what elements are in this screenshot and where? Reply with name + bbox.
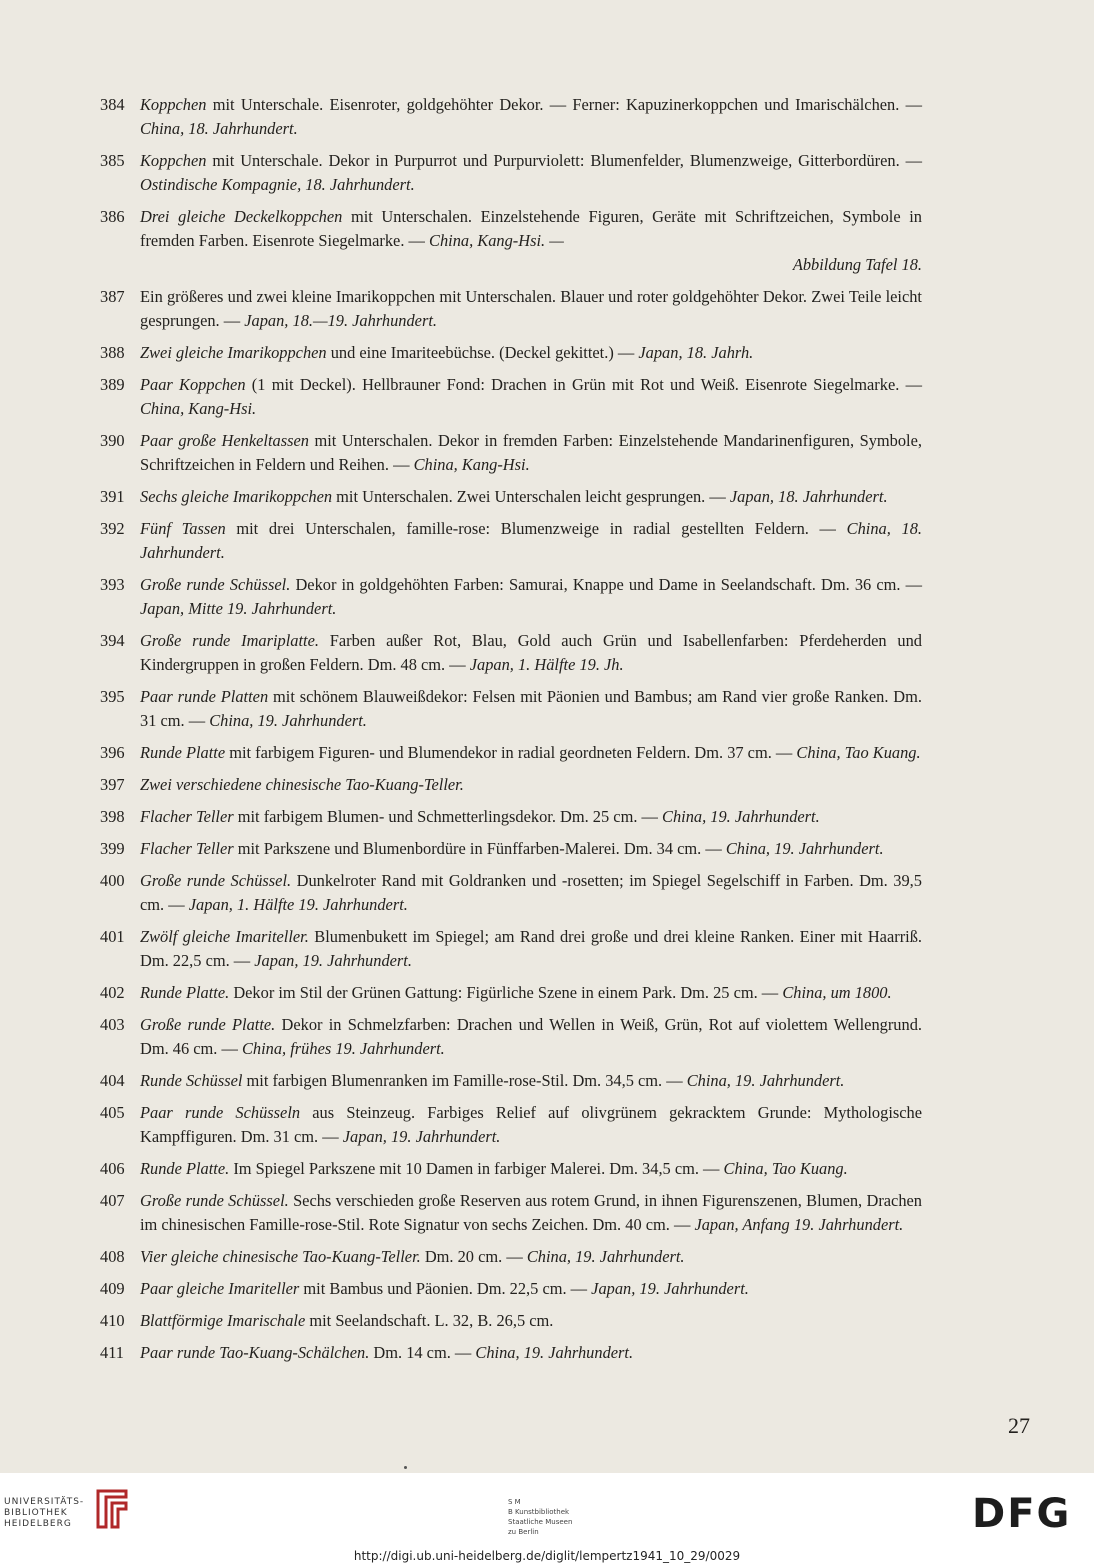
entry-description: aus Steinzeug. Farbiges Relief auf olivgrünem gekracktem Grunde: Mythologische Kampffiguren. Dm. 31 cm. — (140, 1103, 922, 1146)
catalog-entry (100, 629, 922, 677)
entry-title: Große runde Schüssel. (140, 575, 291, 594)
catalog-entry (100, 1309, 922, 1333)
entry-title: Sechs gleiche Imarikoppchen (140, 487, 333, 506)
entry-title: Fünf Tassen (140, 519, 226, 538)
entry-number: 399 (100, 839, 125, 858)
catalog-entry (100, 1013, 922, 1061)
catalog-entry (100, 341, 922, 365)
sm-line-2: B Kunstbibliothek (508, 1508, 570, 1516)
entry-description: Dunkelroter Rand mit Goldranken und -rosetten; im Spiegel Segelschiff in Farben. Dm. 39,5 cm. — (140, 871, 922, 914)
catalog-entry (100, 1277, 922, 1301)
entry-title: Runde Platte (140, 743, 226, 762)
catalog-entry (100, 981, 922, 1005)
entry-origin: China, Tao Kuang. (723, 1159, 848, 1178)
entry-number: 389 (100, 375, 125, 394)
entry-description: mit drei Unterschalen, famille-rose: Blumenzweige in radial gestellten Feldern. — (225, 519, 847, 538)
entry-number: 404 (100, 1071, 125, 1090)
sm-line-4: zu Berlin (508, 1528, 539, 1536)
entry-description: (1 mit Deckel). Hellbrauner Fond: Drachen in Grün mit Rot und Weiß. Eisenrote Siegelmarke. — (245, 375, 922, 394)
entry-title: Große runde Schüssel. (140, 1191, 289, 1210)
entry-origin: China, 19. Jahrhundert. (526, 1247, 685, 1266)
entry-origin: China, Kang-Hsi. (140, 399, 257, 418)
catalog-entry (100, 837, 922, 861)
entry-origin: Ostindische Kompagnie, 18. Jahrhundert. (140, 175, 415, 194)
entry-title: Zwei gleiche Imarikoppchen (140, 343, 327, 362)
entry-description: mit Bambus und Päonien. Dm. 22,5 cm. — (299, 1279, 592, 1298)
entry-number: 409 (100, 1279, 125, 1298)
entry-number: 384 (100, 95, 125, 114)
entry-title: Paar große Henkeltassen (140, 431, 309, 450)
entry-origin: Japan, 19. Jahrhundert. (591, 1279, 749, 1298)
entry-title: Paar runde Tao-Kuang-Schälchen. (140, 1343, 370, 1362)
uni-line-3: HEIDELBERG (4, 1519, 72, 1529)
entry-origin: China, um 1800. (782, 983, 892, 1002)
dfg-logo: DFG (972, 1491, 1072, 1537)
catalog-entry (100, 373, 922, 421)
entry-origin: Japan, 18. Jahrh. (638, 343, 754, 362)
entry-origin: Japan, Anfang 19. Jahrhundert. (694, 1215, 904, 1234)
entry-title: Flacher Teller (140, 807, 234, 826)
entry-origin: China, 19. Jahrhundert. (725, 839, 884, 858)
entry-number: 396 (100, 743, 125, 762)
entry-number: 406 (100, 1159, 125, 1178)
entry-title: Zwölf gleiche Imariteller. (140, 927, 309, 946)
entry-number: 403 (100, 1015, 125, 1034)
catalog-entry (100, 805, 922, 829)
decorative-dot (404, 1466, 407, 1469)
entry-description: Ein größeres und zwei kleine Imarikoppchen mit Unterschalen. Blauer und roter goldgehöhter Dekor. Zwei Teile leicht gesprungen. — (140, 287, 922, 330)
entry-title: Zwei verschiedene chinesische Tao-Kuang-Teller. (140, 775, 464, 794)
entry-title: Paar runde Platten (140, 687, 269, 706)
uni-line-1: UNIVERSITÄTS- (4, 1497, 85, 1507)
catalog-entry (100, 925, 922, 973)
entry-description: Dekor im Stil der Grünen Gattung: Figürliche Szene in einem Park. Dm. 25 cm. — (229, 983, 783, 1002)
entry-title: Große runde Schüssel. (140, 871, 292, 890)
entry-description: mit farbigem Blumen- und Schmetterlingsdekor. Dm. 25 cm. — (233, 807, 663, 826)
entry-title: Vier gleiche chinesische Tao-Kuang-Teller. (140, 1247, 421, 1266)
entry-number: 397 (100, 775, 125, 794)
entry-origin: Japan, 1. Hälfte 19. Jh. (469, 655, 624, 674)
catalog-entry (100, 1245, 922, 1269)
entry-origin: China, 19. Jahrhundert. (686, 1071, 845, 1090)
entry-description: Farben außer Rot, Blau, Gold auch Grün und Isabellenfarben: Pferdeherden und Kindergruppen in großen Feldern. Dm. 48 cm. — (140, 631, 923, 674)
entry-number: 385 (100, 151, 125, 170)
page-number: 27 (1008, 1413, 1030, 1438)
catalog-entry (100, 429, 922, 477)
entry-description: mit Unterschalen. Einzelstehende Figuren, Geräte mit Schriftzeichen, Symbole in fremden Farben. Eisenrote Siegelmarke. — (140, 207, 922, 250)
entry-description: mit farbigem Figuren- und Blumendekor in radial geordneten Feldern. Dm. 37 cm. — (225, 743, 797, 762)
entry-description: mit farbigen Blumenranken im Famille-rose-Stil. Dm. 34,5 cm. — (242, 1071, 687, 1090)
entry-number: 388 (100, 343, 125, 362)
entry-origin: Japan, 19. Jahrhundert. (254, 951, 412, 970)
source-url-link[interactable]: http://digi.ub.uni-heidelberg.de/diglit/lempertz1941_10_29/0029 (353, 1549, 741, 1563)
entry-origin: Japan, 18. Jahrhundert. (729, 487, 888, 506)
entry-title: Koppchen (140, 95, 207, 114)
entry-description: mit Unterschale. Eisenroter, goldgehöhter Dekor. — Ferner: Kapuzinerkoppchen und Imarischälchen. — (206, 95, 922, 114)
entry-title: Paar Koppchen (140, 375, 246, 394)
entry-origin: Japan, 1. Hälfte 19. Jahrhundert. (188, 895, 408, 914)
catalog-entry (100, 573, 922, 621)
catalog-entry (100, 869, 922, 917)
catalog-entry (100, 1157, 922, 1181)
entry-number: 407 (100, 1191, 125, 1210)
entry-number: 393 (100, 575, 125, 594)
entry-description: Dm. 14 cm. — (369, 1343, 476, 1362)
entry-title: Drei gleiche Deckelkoppchen (140, 207, 343, 226)
entry-number: 395 (100, 687, 125, 706)
catalog-entry (100, 1101, 922, 1149)
entry-origin: China, Kang-Hsi. (413, 455, 530, 474)
catalog-entry (100, 1069, 922, 1093)
footer (0, 1473, 1094, 1567)
entry-number: 410 (100, 1311, 125, 1330)
entry-title: Große runde Platte. (140, 1015, 276, 1034)
entry-description: Blumenbukett im Spiegel; am Rand drei große und drei kleine Ranken. Einer mit Haarriß. Dm. 22,5 cm. — (140, 927, 922, 970)
entry-description: Dm. 20 cm. — (420, 1247, 527, 1266)
entry-title: Runde Platte. (140, 983, 230, 1002)
catalog-entry (100, 685, 922, 733)
entry-number: 408 (100, 1247, 125, 1266)
catalog-entry (100, 1189, 922, 1237)
catalog-entry (100, 205, 922, 277)
entry-description: mit Parkszene und Blumenbordüre in Fünffarben-Malerei. Dm. 34 cm. — (233, 839, 726, 858)
entry-number: 392 (100, 519, 125, 538)
entry-title: Runde Schüssel (140, 1071, 243, 1090)
catalog-entry (100, 149, 922, 197)
entry-number: 386 (100, 207, 125, 226)
entry-number: 394 (100, 631, 125, 650)
entry-description: mit Unterschale. Dekor in Purpurrot und Purpurviolett: Blumenfelder, Blumenzweige, Gitterbordüren. — (206, 151, 922, 170)
entry-origin: China, Kang-Hsi. — (429, 231, 564, 250)
entry-number: 401 (100, 927, 125, 946)
university-library-label (4, 1497, 84, 1530)
entry-number: 402 (100, 983, 125, 1002)
entry-title: Blattförmige Imarischale (140, 1311, 306, 1330)
entry-description: mit schönem Blauweißdekor: Felsen mit Päonien und Bambus; am Rand vier große Ranken. Dm. 31 cm. — (140, 687, 922, 730)
entry-description: Dekor in Schmelzfarben: Drachen und Wellen in Weiß, Grün, Rot auf violettem Wellengrund. Dm. 46 cm. — (140, 1015, 922, 1058)
entry-number: 405 (100, 1103, 125, 1122)
entry-title: Koppchen (140, 151, 207, 170)
entry-description: Sechs verschieden große Reserven aus rotem Grund, in ihnen Figurenszenen, Blumen, Drachen im chinesischen Famille-rose-Stil. Rote Signatur von sechs Zeichen. Dm. 40 cm. — (140, 1191, 922, 1234)
uni-line-2: BIBLIOTHEK (4, 1508, 68, 1518)
entry-origin: China, 19. Jahrhundert. (662, 807, 820, 826)
catalog-entry (100, 773, 922, 797)
entry-description: und eine Imariteebüchse. (Deckel gekittet.) — (326, 343, 639, 362)
entry-origin: Japan, 19. Jahrhundert. (342, 1127, 501, 1146)
entry-origin: China, 19. Jahrhundert. (209, 711, 367, 730)
entry-origin: Japan, Mitte 19. Jahrhundert. (140, 599, 337, 618)
catalog-entries (100, 93, 922, 1373)
entry-description: mit Unterschalen. Zwei Unterschalen leicht gesprungen. — (332, 487, 730, 506)
entry-description: mit Unterschalen. Dekor in fremden Farben: Einzelstehende Mandarinenfiguren, Symbole, Schriftzeichen in Feldern und Reihen. — (140, 431, 922, 474)
sm-line-1: S M (508, 1498, 521, 1506)
catalog-entry (100, 517, 922, 565)
entry-description: Im Spiegel Parkszene mit 10 Damen in farbiger Malerei. Dm. 34,5 cm. — (229, 1159, 724, 1178)
entry-description: mit Seelandschaft. L. 32, B. 26,5 cm. (305, 1311, 554, 1330)
entry-origin: China, frühes 19. Jahrhundert. (241, 1039, 445, 1058)
catalog-entry (100, 1341, 922, 1365)
catalog-entry (100, 285, 922, 333)
entry-figure-reference: Abbildung Tafel 18. (792, 255, 922, 274)
entry-number: 387 (100, 287, 125, 306)
catalog-entry (100, 485, 922, 509)
catalog-entry (100, 93, 922, 141)
entry-origin: China, Tao Kuang. (796, 743, 921, 762)
entry-origin: China, 19. Jahrhundert. (475, 1343, 634, 1362)
entry-title: Große runde Imariplatte. (140, 631, 319, 650)
entry-origin: China, 18. Jahrhundert. (140, 119, 298, 138)
university-logo-icon (92, 1487, 132, 1535)
sm-line-3: Staatliche Museen (508, 1518, 573, 1526)
entry-description: Dekor in goldgehöhten Farben: Samurai, Knappe und Dame in Seelandschaft. Dm. 36 cm. — (290, 575, 922, 594)
entry-origin: Japan, 18.—19. Jahrhundert. (244, 311, 437, 330)
entry-title: Runde Platte. (140, 1159, 230, 1178)
entry-title: Flacher Teller (140, 839, 234, 858)
entry-number: 400 (100, 871, 125, 890)
sm-library-label (508, 1497, 572, 1537)
entry-title: Paar gleiche Imariteller (140, 1279, 300, 1298)
catalog-entry (100, 741, 922, 765)
entry-origin: China, 18. Jahrhundert. (140, 519, 922, 562)
entry-number: 390 (100, 431, 125, 450)
entry-number: 411 (100, 1343, 124, 1362)
entry-number: 391 (100, 487, 125, 506)
entry-title: Paar runde Schüsseln (140, 1103, 301, 1122)
entry-number: 398 (100, 807, 125, 826)
